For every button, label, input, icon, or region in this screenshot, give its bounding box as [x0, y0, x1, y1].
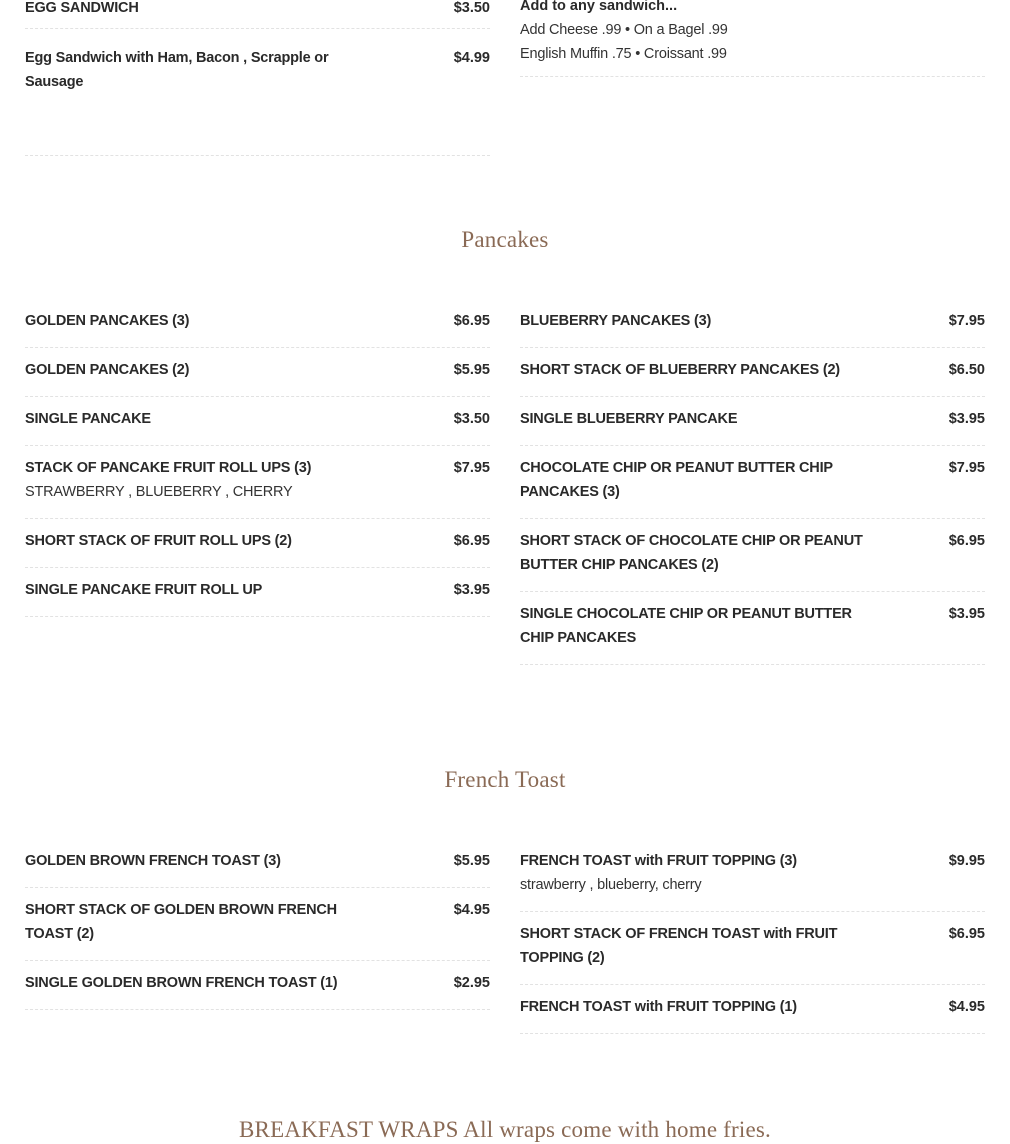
menu-item [25, 299, 490, 348]
sandwich-list-left [25, 0, 490, 156]
item-price: $7.95 [948, 313, 985, 329]
item-price: $3.95 [453, 582, 490, 598]
menu-item [25, 397, 490, 446]
pancakes-list-right [520, 299, 985, 665]
item-price: $4.95 [948, 999, 985, 1015]
menu-item [25, 519, 490, 568]
item-price: $5.95 [453, 853, 490, 869]
item-name: SHORT STACK OF CHOCOLATE CHIP OR PEANUT BUTTER CHIP PANCAKES (2) [520, 533, 863, 573]
item-price: $5.95 [453, 362, 490, 378]
item-name: FRENCH TOAST with FRUIT TOPPING (1) [520, 999, 797, 1015]
addon-line: English Muffin .75 • Croissant .99 [520, 46, 727, 62]
menu-item [520, 592, 985, 665]
item-name: BLUEBERRY PANCAKES (3) [520, 313, 712, 329]
item-name: SINGLE PANCAKE FRUIT ROLL UP [25, 582, 263, 598]
menu-item [520, 912, 985, 985]
item-price: $2.95 [453, 975, 490, 991]
menu-item [520, 299, 985, 348]
menu-item [25, 29, 490, 156]
item-price: $6.95 [948, 926, 985, 942]
item-name: SHORT STACK OF FRENCH TOAST with FRUIT TOPPING (2) [520, 926, 838, 966]
menu-item [520, 985, 985, 1034]
menu-item [520, 348, 985, 397]
section-title-pancakes: Pancakes [461, 227, 549, 252]
menu-item [25, 446, 490, 519]
menu-item [25, 0, 490, 29]
item-name: SINGLE CHOCOLATE CHIP OR PEANUT BUTTER CHIP PANCAKES [520, 606, 852, 646]
item-name: SINGLE GOLDEN BROWN FRENCH TOAST (1) [25, 975, 338, 991]
pancakes-list-left [25, 299, 490, 617]
menu-item [520, 446, 985, 519]
addon-line: Add Cheese .99 • On a Bagel .99 [520, 22, 728, 38]
menu-item [25, 888, 490, 961]
item-name: SHORT STACK OF GOLDEN BROWN FRENCH TOAST (2) [25, 902, 337, 942]
item-price: $6.95 [948, 533, 985, 549]
item-name: GOLDEN BROWN FRENCH TOAST (3) [25, 853, 281, 869]
item-price: $6.95 [453, 313, 490, 329]
item-price: $4.99 [453, 50, 490, 66]
item-name: SINGLE PANCAKE [25, 411, 151, 427]
sandwich-addons [520, 0, 985, 77]
menu-item [520, 519, 985, 592]
menu-item [520, 397, 985, 446]
item-price: $4.95 [453, 902, 490, 918]
item-price: $3.95 [948, 411, 985, 427]
item-name: EGG SANDWICH [25, 0, 139, 16]
item-price: $3.50 [453, 0, 490, 16]
item-name: Egg Sandwich with Ham, Bacon , Scrapple or Sausage [25, 50, 329, 90]
item-price: $7.95 [948, 460, 985, 476]
item-name: GOLDEN PANCAKES (3) [25, 313, 190, 329]
item-description: strawberry , blueberry, cherry [520, 877, 702, 893]
french-toast-list-left [25, 839, 490, 1010]
french-toast-list-right [520, 839, 985, 1034]
menu-item [25, 961, 490, 1010]
addon-title: Add to any sandwich... [520, 0, 678, 14]
section-title-breakfast-wraps: BREAKFAST WRAPS All wraps come with home fries. [238, 1117, 771, 1142]
item-name: SINGLE BLUEBERRY PANCAKE [520, 411, 738, 427]
section-title-french-toast: French Toast [444, 767, 566, 792]
menu-item [520, 839, 985, 912]
item-name: CHOCOLATE CHIP OR PEANUT BUTTER CHIP PANCAKES (3) [520, 460, 833, 500]
addon-box [520, 0, 985, 77]
item-price: $7.95 [453, 460, 490, 476]
item-price: $3.50 [453, 411, 490, 427]
item-name: STACK OF PANCAKE FRUIT ROLL UPS (3) [25, 460, 312, 476]
menu-item [25, 348, 490, 397]
item-price: $6.95 [453, 533, 490, 549]
menu-item [25, 839, 490, 888]
item-price: $9.95 [948, 853, 985, 869]
item-name: FRENCH TOAST with FRUIT TOPPING (3) [520, 853, 797, 869]
item-name: GOLDEN PANCAKES (2) [25, 362, 190, 378]
item-price: $3.95 [948, 606, 985, 622]
item-name: SHORT STACK OF FRUIT ROLL UPS (2) [25, 533, 292, 549]
menu-item [25, 568, 490, 617]
item-name: SHORT STACK OF BLUEBERRY PANCAKES (2) [520, 362, 840, 378]
item-price: $6.50 [948, 362, 985, 378]
item-description: STRAWBERRY , BLUEBERRY , CHERRY [25, 484, 293, 500]
